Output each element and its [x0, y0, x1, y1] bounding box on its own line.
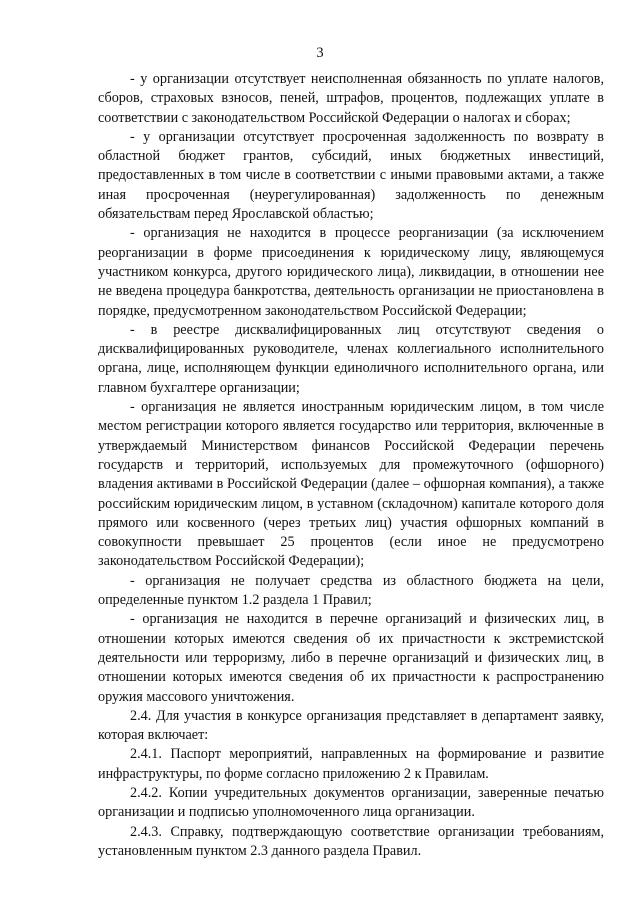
paragraph-no-regional-funds: - организация не получает средства из областного бюджета на цели, определенные пунктом 1.2 раздела 1 Правил;: [98, 572, 604, 609]
paragraph-item-2-4-2: 2.4.2. Копии учредительных документов организации, заверенные печатью организации и подписью уполномоченного лица организации.: [98, 784, 604, 821]
paragraph-not-in-extremism-list: - организация не находится в перечне организаций и физических лиц, в отношении которых имеются сведения об их причастности к экстремистской деятельности или терроризму, либо в перечне организаций и физических лиц, в отношении которых имеются сведения об их причастности к распространению оружия массового уничтожения.: [98, 611, 604, 705]
paragraph-no-overdue-debt: - у организации отсутствует просроченная задолженность по возврату в областной бюджет грантов, субсидий, иных бюджетных инвестиций, предоставленных в том числе в соответствии с иными правовыми актами, а также иная просроченная (неурегулированная) задолженность по денежным обязательствам перед Ярославской областью;: [98, 128, 604, 223]
paragraph-no-reorganization: - организация не находится в процессе реорганизации (за исключением реорганизации в форме присоединения к юридическому лицу, являющемуся участником конкурса, другого юридического лица), ликвидации, в отношении нее не введена процедура банкротства, деятельность организации не приостановлена в порядке, предусмотренном законодательством Российской Федерации;: [98, 225, 604, 319]
paragraph-not-foreign-entity: - организация не является иностранным юридическим лицом, в том числе местом регистрации которого является государство или территория, включенные в утверждаемый Министерством финансов Российской Федерации перечень государств и территорий, используемых для промежуточного (офшорного) владения активами в Российской Федерации (далее – офшорная компания), а также российским юридическим лицом, в уставном (складочном) капитале которого доля прямого или косвенного (через третьих лиц) участия офшорных компаний в совокупности превышает 25 процентов (если иное не предусмотрено законодательством Российской Федерации);: [98, 399, 604, 570]
paragraph-application-contents: 2.4. Для участия в конкурсе организация представляет в департамент заявку, которая включает:: [98, 707, 604, 744]
page-number: 3: [316, 45, 324, 61]
document-body: [98, 70, 604, 861]
paragraph-no-tax-debt: - у организации отсутствует неисполненная обязанность по уплате налогов, сборов, страховых взносов, пеней, штрафов, процентов, подлежащих уплате в соответствии с законодательством Российской Федерации о налогах и сборах;: [98, 71, 604, 126]
paragraph-disqualified-registry: - в реестре дисквалифицированных лиц отсутствуют сведения о дисквалифицированных руководителе, членах коллегиального исполнительного органа, лице, исполняющем функции единоличного исполнительного органа, или главном бухгалтере организации;: [98, 321, 604, 396]
paragraph-item-2-4-1: 2.4.1. Паспорт мероприятий, направленных на формирование и развитие инфраструктуры, по форме согласно приложению 2 к Правилам.: [98, 746, 604, 782]
paragraph-item-2-4-3: 2.4.3. Справку, подтверждающую соответствие организации требованиям, установленным пунктом 2.3 данного раздела Правил.: [98, 823, 604, 859]
